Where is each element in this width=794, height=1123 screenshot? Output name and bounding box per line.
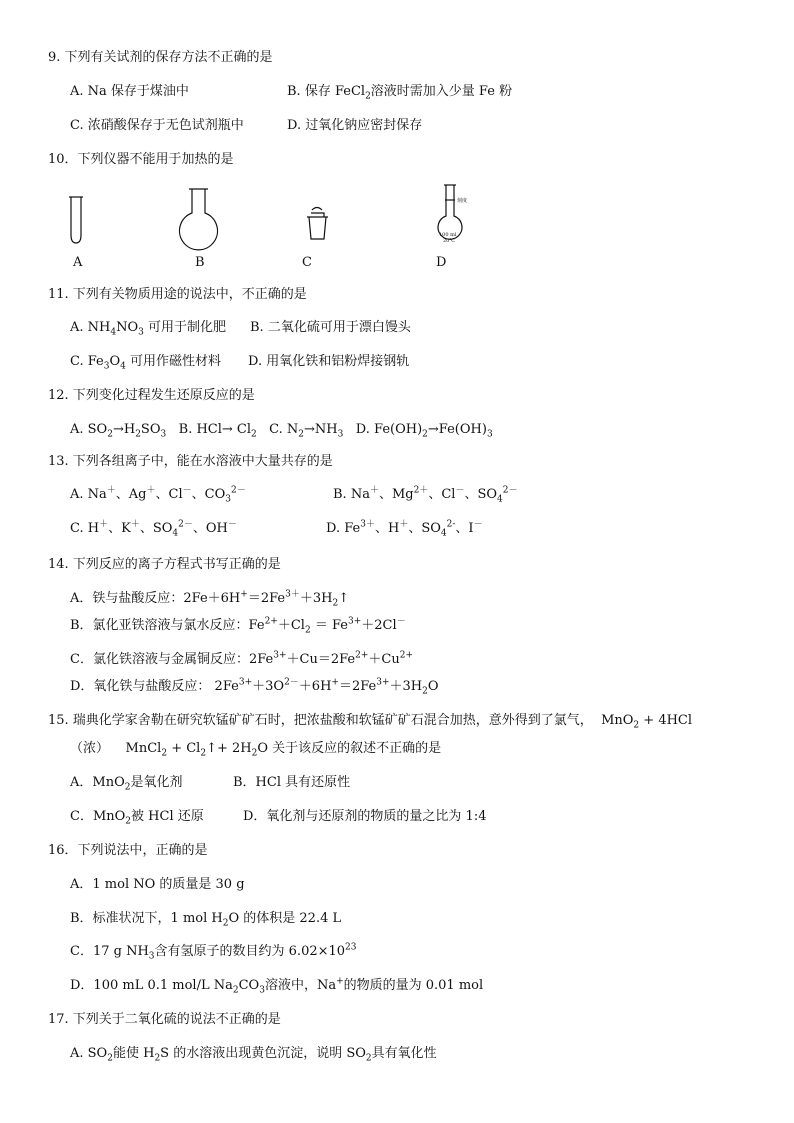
q14-option-c: C．氯化铁溶液与金属铜反应：$2Fe^{3+}+Cu=2Fe^{2+}+Cu^{2+}$ [70,650,413,667]
q15-product-water: ↑+ $2H_2$ [206,741,258,759]
round-bottom-flask-icon [180,189,218,250]
q9-option-d: D. 过氧化钠应密封保存 [287,118,423,133]
q12-options [70,422,493,438]
beaker-icon [307,208,328,240]
q12-option-d: D. $Fe(OH)_2\to Fe(OH)_3$ [355,422,493,440]
q15-stem: 15. 瑞典化学家舍勒在研究软锰矿矿石时，把浓盐酸和软锰矿矿石混合加热，意外得到了氯气， MnO$_2$ + 4HCl [48,713,693,731]
q16-option-b: B．标准状况下，1 mol $H_2O$ 的体积是 22.4 L [70,911,342,929]
lab-apparatus-figure [0,183,794,253]
q13-option-c: C. H＋、K＋、$SO_4^{2-}$、OH－ [70,519,237,539]
q16-option-a: A．1 mol NO 的质量是 30 g [70,877,245,892]
q16-option-d: D．100 mL 0.1 mol/L $Na_2CO_3$溶液中，Na+的物质的量为 0.01 mol [70,976,484,996]
q14-option-d: D．氧化铁与盐酸反应： $2Fe^{3+}+3O^{2-}+6H^+=2Fe^{3+}+3H_2O$ [70,677,439,697]
q15-option-b: B．HCl 具有还原性 [233,775,351,790]
q15-equation-line: （浓） MnCl$_2$ + $Cl_2↑+ 2H_2O$ 关于该反应的叙述不正确的是 [70,741,442,759]
q11-option-c: C. $Fe_3O_4$ 可用作磁性材料 [70,354,222,372]
q11-stem: 11. 下列有关物质用途的说法中，不正确的是 [48,287,307,302]
q13-stem: 13. 下列各组离子中，能在水溶液中大量共存的是 [48,454,333,469]
q9-stem: 9. 下列有关试剂的保存方法不正确的是 [48,50,273,65]
q10-label-d: D [436,255,447,270]
q14-option-a: A．铁与盐酸反应：$2Fe+6H^+=2Fe^{3+}+3H_2↑$ [70,589,350,609]
flask-mark-label: 刻度 [457,198,468,204]
q14-option-b: B．氯化亚铁溶液与氯水反应：$Fe^{2+}+Cl_2 = Fe^{3+}+2Cl^-$ [70,616,406,636]
q11-option-b: B. 二氧化硫可用于漂白馒头 [250,320,411,335]
q11-option-d: D. 用氧化铁和铝粉焊接钢轨 [248,354,410,369]
q12-option-b: B. $HCl\to Cl_2$ [178,422,257,440]
flask-temp-label: 20℃ [443,238,455,244]
q15-option-a: A．MnO$_2$是氧化剂 [70,775,183,793]
q16-option-c: C．17 g $NH_3$含有氢原子的数目约为 $6.02\times 10^{23}$ [70,942,357,962]
q15-option-c: C．MnO$_2$被 HCl 还原 [70,809,204,827]
q10-label-b: B [195,255,205,270]
q12-option-a: A. $SO_2\to H_2SO_3$ [70,422,167,440]
q9-option-b: B. 保存 FeCl$_2$溶液时需加入少量 Fe 粉 [287,84,513,102]
q10-label-c: C [302,255,312,270]
test-tube-icon [69,197,83,243]
q15-equation-lhs: MnO$_2$ + 4HCl [601,713,693,731]
flask-volume-label: 100 ml [439,232,457,238]
q9-option-a: A. Na 保存于煤油中 [70,84,189,99]
q16-stem: 16．下列说法中，正确的是 [48,843,208,858]
q13-option-b: B. Na＋、$Mg^{2+}$、Cl－、$SO_4^{2-}$ [333,485,518,505]
q11-option-a: A. $NH_4NO_3$ 可用于制化肥 [70,320,227,338]
q15-option-d: D．氧化剂与还原剂的物质的量之比为 1:4 [243,809,487,824]
q17-stem: 17. 下列关于二氧化硫的说法不正确的是 [48,1012,281,1027]
q10-label-a: A [73,255,83,270]
q9-option-c: C. 浓硝酸保存于无色试剂瓶中 [70,118,244,133]
q13-option-a: A. Na＋、Ag＋、Cl－、$CO_3^{2-}$ [70,485,246,505]
q14-stem: 14. 下列反应的离子方程式书写正确的是 [48,557,281,572]
q12-stem: 12. 下列变化过程发生还原反应的是 [48,388,255,403]
q12-option-c: C. $N_2\to NH_3$ [269,422,344,440]
q10-stem: 10．下列仪器不能用于加热的是 [48,152,234,167]
q17-option-a: A. $SO_2$能使 $H_2S$ 的水溶液出现黄色沉淀，说明 $SO_2$具有氧化性 [70,1046,437,1064]
q13-option-d: D. $Fe^{3+}$、H＋、$SO_4^{2-}$、I－ [326,519,483,539]
